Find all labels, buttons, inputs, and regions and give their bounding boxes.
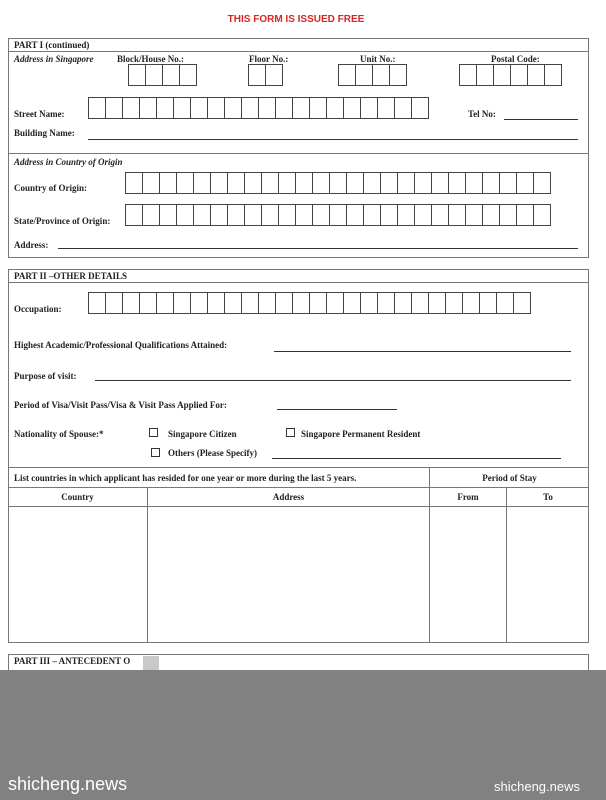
scan-cut-marker: [143, 656, 159, 670]
tel-label: Tel No:: [468, 109, 496, 119]
tel-field[interactable]: [504, 119, 578, 120]
singapore-pr-checkbox[interactable]: [286, 428, 295, 437]
building-name-field[interactable]: [88, 139, 578, 140]
postal-label: Postal Code:: [491, 54, 540, 64]
occupation-label: Occupation:: [14, 304, 62, 314]
others-checkbox[interactable]: [151, 448, 160, 457]
others-label: Others (Please Specify): [168, 448, 257, 458]
address-origin-label: Address:: [14, 240, 49, 250]
address-column-header: Address: [272, 492, 305, 502]
visa-period-field[interactable]: [277, 409, 397, 410]
unit-label: Unit No.:: [360, 54, 396, 64]
country-column-header: Country: [61, 492, 94, 502]
others-specify-field[interactable]: [272, 458, 561, 459]
to-column-header: To: [543, 492, 553, 502]
floor-label: Floor No.:: [249, 54, 289, 64]
street-name-boxes[interactable]: [88, 97, 428, 119]
country-origin-label: Country of Origin:: [14, 183, 87, 193]
origin-divider: [8, 153, 589, 154]
part-3-heading: PART III – ANTECEDENT O: [14, 656, 131, 666]
qualifications-field[interactable]: [274, 351, 571, 352]
street-label: Street Name:: [14, 109, 65, 119]
occupation-boxes[interactable]: [88, 292, 530, 314]
singapore-citizen-label: Singapore Citizen: [168, 429, 237, 439]
purpose-field[interactable]: [95, 380, 571, 381]
country-origin-boxes[interactable]: [125, 172, 550, 194]
state-origin-label: State/Province of Origin:: [14, 216, 111, 226]
address-origin-field[interactable]: [58, 248, 578, 249]
block-label: Block/House No.:: [117, 54, 185, 64]
unit-number-boxes[interactable]: [338, 64, 406, 86]
origin-heading: Address in Country of Origin: [14, 157, 123, 167]
singapore-pr-label: Singapore Permanent Resident: [301, 429, 421, 439]
from-column-header: From: [457, 492, 479, 502]
postal-code-boxes[interactable]: [459, 64, 561, 86]
watermark-left: shicheng.news: [8, 774, 128, 794]
watermark-right: shicheng.news: [494, 779, 580, 794]
part-2-heading: PART II –OTHER DETAILS: [9, 270, 588, 283]
visa-period-label: Period of Visa/Visit Pass/Visa & Visit Pass Applied For:: [14, 400, 227, 410]
block-number-boxes[interactable]: [128, 64, 196, 86]
table-header-line: [8, 487, 589, 488]
residence-intro-text: List countries in which applicant has resided for one year or more during the last 5 years.: [14, 473, 357, 483]
part-1-heading: PART I (continued): [9, 39, 588, 52]
singapore-citizen-checkbox[interactable]: [149, 428, 158, 437]
state-origin-boxes[interactable]: [125, 204, 550, 226]
qualifications-label: Highest Academic/Professional Qualifications Attained:: [14, 340, 228, 350]
spouse-nationality-label: Nationality of Spouse:*: [14, 429, 104, 439]
table-top-line: [8, 467, 589, 468]
residence-table-body[interactable]: [9, 507, 588, 641]
period-of-stay-header: Period of Stay: [482, 473, 537, 483]
floor-number-boxes[interactable]: [248, 64, 282, 86]
address-singapore-label: Address in Singapore: [14, 54, 94, 64]
form-banner: THIS FORM IS ISSUED FREE: [227, 14, 365, 25]
purpose-label: Purpose of visit:: [14, 371, 77, 381]
building-label: Building Name:: [14, 128, 75, 138]
